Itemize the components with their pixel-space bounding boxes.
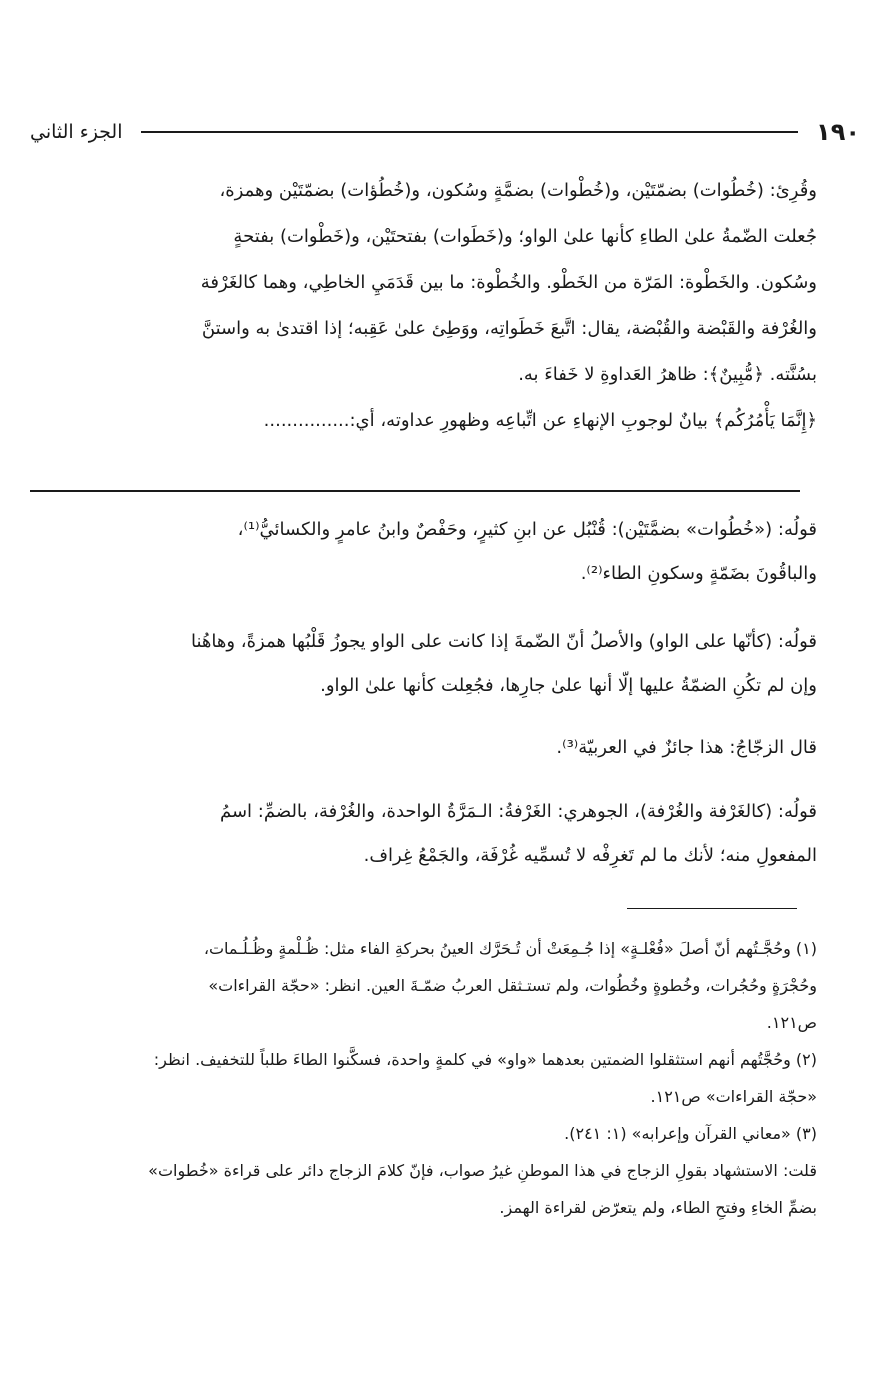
commentary-line: المفعولِ منه؛ لأنك ما لم تَغرِفْه لا تُسمِّيه غُرْفَة، والجَمْعُ غِراف. [363,845,817,866]
footnote-line: وحُجْرَةٍ وحُجُرات، وخُطوةٍ وخُطُوات، ولم تستـثقل العربُ ضمّـةَ العين. انظر: «حجّة القراءات» [208,976,817,995]
page-number: ١٩٠ [816,118,860,146]
page-header [30,112,860,152]
commentary-paragraph [63,508,817,596]
commentary-paragraph [63,620,817,708]
footnote-line: «حجّة القراءات» ص١٢١. [650,1087,817,1106]
main-line: جُعلت الضّمةُ علىٰ الطاءِ كأنها علىٰ الواو؛ و(خَطَوات) بفتحتَيْن، و(خَطْوات) بفتحةٍ [233,226,817,247]
footnote-line: (٣) «معاني القرآن وإعرابه» (١: ٢٤١). [564,1124,817,1143]
footnote-divider [627,908,797,909]
footnote-line: بضمِّ الخاءِ وفتحِ الطاء، ولم يتعرّض لقراءة الهمز. [499,1198,817,1217]
main-text [63,168,817,444]
commentary-line: قولُه: (كالغَرْفة والغُرْفة)، الجوهري: الغَرْفةُ: الـمَرَّةُ الواحدة، والغُرْفة، بالضمِّ: اسمُ [220,801,817,822]
commentary-paragraph [63,790,817,878]
commentary-line: وإن لم تكُنِ الضمّةُ عليها إلّا أنها علىٰ جارِها، فجُعِلت كأنها علىٰ الواو. [320,675,817,696]
footnote-line: ص١٢١. [766,1013,817,1032]
commentary-line: قولُه: («خُطُوات» بضمَّتَيْن): قُنْبُل عن ابنِ كثيرٍ، وحَفْصٌ وابنُ عامرٍ والكسائيُّ⁽¹⁾، [237,519,817,540]
main-line: وسُكون. والخَطْوة: المَرّة من الخَطْو. والخُطْوة: ما بين قَدَمَيِ الخاطِي، وهما كالغَرْفة [200,272,817,293]
part-title: الجزء الثاني [30,121,123,143]
main-line: ﴿إِنَّمَا يَأْمُرُكُم﴾ بيانٌ لوجوبِ الإنهاءِ عن اتِّباعِه وظهورِ عداوته، أي:............... [263,410,817,431]
footnote-line: (٢) وحُجَّتُهم أنهم استثقلوا الضمتين بعدهما «واو» في كلمةٍ واحدة، فسكَّنوا الطاءَ طلباً للتخفيف. انظر: [153,1050,817,1069]
text-divider [30,490,800,492]
commentary-line: قولُه: (كأنّها على الواو) والأصلُ أنّ الضّمةَ إذا كانت على الواو يجوزُ قَلْبُها همزةً، وهاهُنا [190,631,817,652]
commentary-paragraph [63,726,817,770]
header-rule [141,131,799,133]
main-line: والغُرْفة والقَبْضة والقُبْضة، يقال: اتَّبعَ خَطَواتِه، ووَطِئ علىٰ عَقِبه؛ إذا اقتدىٰ به واستنَّ [201,318,817,339]
commentary-line: قال الزجّاجُ: هذا جائزٌ في العربيّة⁽³⁾. [556,737,817,758]
main-line: وقُرِئ: (خُطُوات) بضمّتَيْن، و(خُطْوات) بضمَّةٍ وسُكون، و(خُطُؤات) بضمّتَيْن وهمزة، [219,180,817,201]
commentary-line: والباقُونَ بضَمّةٍ وسكونِ الطاء⁽²⁾. [580,563,817,584]
footnotes [63,930,817,1226]
footnote-line: (١) وحُجَّـتُهم أنّ أصلَ «فُعْلـةٍ» إذا جُـمِعَتْ أن تُـحَرَّك العينُ بحركةِ الفاء مثل: ظُـلْمةٍ وظُـلُـمات، [203,939,817,958]
main-line: بسُنَّته. ﴿مُّبِينٌ﴾: ظاهرُ العَداوةِ لا خَفاءَ به. [518,364,817,385]
footnote-line: قلت: الاستشهاد بقولِ الزجاج في هذا الموطنِ غيرُ صواب، فإنّ كلامَ الزجاج دائر على قراءة «خُطوات» [148,1161,817,1180]
